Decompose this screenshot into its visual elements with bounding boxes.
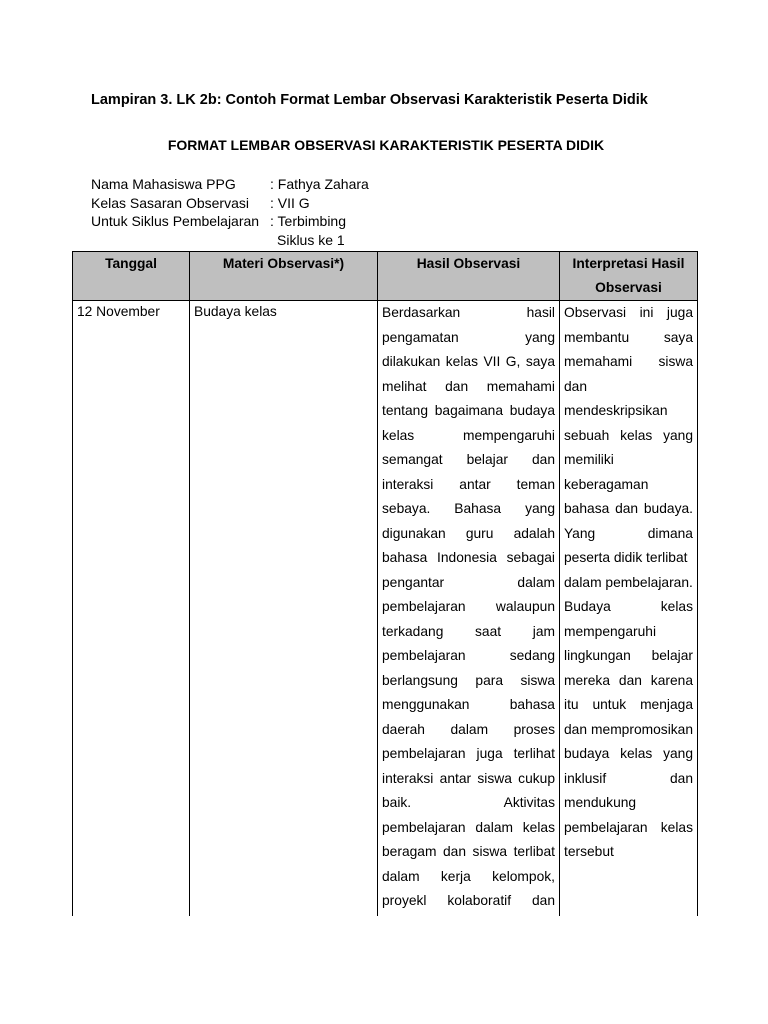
text-line: pembelajaran kelas: [564, 819, 693, 835]
text-line: membantu saya: [564, 329, 693, 345]
text-line: mereka dan karena: [564, 672, 693, 688]
text-line: terkadang saat jam: [382, 623, 555, 639]
nama-value: : Fathya Zahara: [270, 176, 369, 192]
text-line: Berdasarkan hasil: [382, 305, 555, 320]
nama-row: [91, 175, 369, 194]
text-line: proyekl kolaboratif dan: [382, 893, 555, 908]
cell-materi: Budaya kelas: [190, 301, 378, 917]
kelas-value: : VII G: [270, 194, 310, 211]
text-line: beragam dan siswa terlibat: [382, 844, 555, 859]
text-line: daerah dalam proses: [382, 721, 555, 737]
text-line: mendukung: [564, 795, 637, 810]
text-line: dilakukan kelas VII G, saya: [382, 354, 555, 369]
table-row: [73, 301, 698, 917]
text-line: dalam kerja kelompok,: [382, 868, 555, 884]
siklus-value-2: Siklus ke 1: [277, 231, 345, 248]
siklus-label: Untuk Siklus Pembelajaran: [91, 213, 260, 229]
text-line: pembelajaran juga terlihat: [382, 746, 555, 761]
identity-block: [91, 175, 369, 249]
text-line: pembelajaran dalam kelas: [382, 819, 555, 835]
text-line: mendeskripsikan: [564, 403, 668, 418]
text-line: menggunakan bahasa: [382, 697, 555, 712]
text-line: mempengaruhi: [564, 623, 657, 639]
siklus-row: [91, 212, 369, 231]
text-line: memiliki: [564, 452, 614, 467]
observation-table: [72, 251, 698, 916]
text-line: itu untuk menjaga: [564, 697, 693, 712]
siklus-value: : Terbimbing: [270, 213, 347, 229]
cell-interpretasi: [560, 301, 698, 917]
table-header-row: [73, 252, 698, 301]
text-line: dan mempromosikan: [564, 721, 693, 737]
text-line: digunakan guru adalah: [382, 525, 555, 541]
kelas-row: [91, 194, 369, 213]
text-line: dalam pembelajaran.: [564, 574, 693, 590]
text-line: interaksi antar siswa cukup: [382, 770, 555, 786]
cell-hasil: [378, 301, 560, 917]
text-line: tentang bagaimana budaya: [382, 403, 555, 418]
text-line: berlangsung para siswa: [382, 672, 555, 688]
cell-tanggal: 12 November: [73, 301, 190, 917]
text-line: baik. Aktivitas: [382, 795, 555, 810]
header-interpretasi: Interpretasi Hasil Observasi: [560, 252, 698, 301]
text-line: bahasa Indonesia sebagai: [382, 550, 555, 565]
text-line: pengantar dalam: [382, 574, 555, 590]
text-line: pembelajaran walaupun: [382, 599, 555, 614]
header-materi: Materi Observasi*): [190, 252, 378, 301]
header-hasil: Hasil Observasi: [378, 252, 560, 301]
text-line: lingkungan belajar: [564, 648, 693, 663]
kelas-label: Kelas Sasaran Observasi: [91, 194, 249, 211]
text-line: dan: [564, 378, 588, 394]
text-line: semangat belajar dan: [382, 452, 555, 467]
nama-label: Nama Mahasiswa PPG: [91, 176, 236, 192]
text-line: Budaya kelas: [564, 599, 693, 614]
text-line: kelas mempengaruhi: [382, 427, 555, 443]
text-line: peserta didik terlibat: [564, 550, 688, 565]
text-line: keberagaman: [564, 476, 649, 492]
text-line: bahasa dan budaya.: [564, 501, 693, 516]
text-line: pembelajaran sedang: [382, 648, 555, 663]
text-line: Observasi ini juga: [564, 305, 693, 320]
text-line: inklusif dan: [564, 770, 693, 786]
text-line: interaksi antar teman: [382, 476, 555, 492]
text-line: memahami siswa: [564, 354, 693, 369]
format-title: FORMAT LEMBAR OBSERVASI KARAKTERISTIK PESERTA DIDIK: [167, 137, 605, 153]
text-line: pengamatan yang: [382, 329, 555, 345]
page-heading: Lampiran 3. LK 2b: Contoh Format Lembar Observasi Karakteristik Peserta Didik: [91, 92, 648, 108]
text-line: tersebut: [564, 844, 614, 859]
text-line: budaya kelas yang: [564, 746, 693, 761]
header-tanggal: Tanggal: [73, 252, 190, 301]
text-line: sebaya. Bahasa yang: [382, 501, 555, 516]
text-line: melihat dan memahami: [382, 378, 555, 394]
text-line: Yang dimana: [564, 525, 693, 541]
text-line: sebuah kelas yang: [564, 427, 693, 443]
